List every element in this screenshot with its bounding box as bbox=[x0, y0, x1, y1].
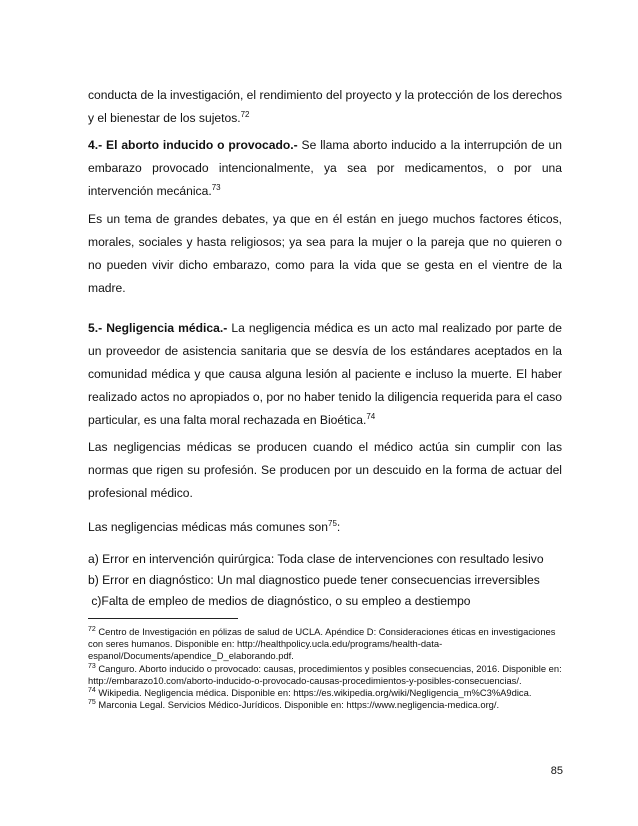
footnote-ref: 72 bbox=[240, 109, 250, 119]
paragraph-debate bbox=[88, 208, 562, 300]
section-4 bbox=[88, 134, 562, 203]
footnote-number: 75 bbox=[88, 699, 96, 707]
paragraph-intro bbox=[88, 84, 562, 130]
paragraph-list-intro bbox=[88, 516, 562, 539]
punctuation: : bbox=[336, 520, 341, 534]
footnote-text: Centro de Investigación en pólizas de salud de UCLA. Apéndice D: Consideraciones éticas en investigaciones con seres humanos. Disponible en: http://healthpolicy.ucla.edu/programs/health-data-espanol/Documents/apendice_D_elaborando.pdf. bbox=[88, 626, 556, 662]
paragraph-text: conducta de la investigación, el rendimiento del proyecto y la protección de los derechos y el bienestar de los sujetos. bbox=[88, 88, 562, 125]
footnote-ref: 73 bbox=[211, 182, 221, 192]
footnote-number: 73 bbox=[88, 662, 96, 670]
footnote-number: 74 bbox=[88, 686, 96, 694]
negligence-list bbox=[88, 549, 562, 612]
list-item: c)Falta de empleo de medios de diagnóstico, o su empleo a destiempo bbox=[88, 594, 471, 608]
list-item: b) Error en diagnóstico: Un mal diagnostico puede tener consecuencias irreversibles bbox=[88, 573, 540, 587]
footnote bbox=[88, 687, 562, 699]
list-item: a) Error en intervención quirúrgica: Toda clase de intervenciones con resultado lesivo bbox=[88, 552, 544, 566]
footnote bbox=[88, 663, 562, 687]
section-text: La negligencia médica es un acto mal realizado por parte de un proveedor de asistencia sanitaria que se desvía de los estándares aceptados en la comunidad médica y que causa alguna lesión al paciente e incluso la muerte. El haber realizado actos no apropiados o, por no haber tenido la diligencia requerida para el caso particular, es una falta moral rechazada en Bioética. bbox=[88, 321, 563, 427]
paragraph-text: Las negligencias médicas más comunes son bbox=[88, 520, 328, 534]
paragraph-negligencias bbox=[88, 436, 562, 505]
footnote-divider bbox=[88, 618, 238, 619]
section-heading: 5.- Negligencia médica.- bbox=[88, 321, 228, 335]
footnote-text: Wikipedia. Negligencia médica. Disponible en: https://es.wikipedia.org/wiki/Negligencia_m%C3%A9dica. bbox=[95, 687, 532, 699]
footnote-text: Canguro. Aborto inducido o provocado: causas, procedimientos y posibles consecuencias, 2016. Disponible en: http://embarazo10.com/aborto-inducido-o-provocado-causas-procedimientos-y-posibles-consecuencias/. bbox=[88, 662, 562, 686]
section-heading: 4.- El aborto inducido o provocado.- bbox=[88, 138, 298, 152]
section-5 bbox=[88, 317, 562, 432]
footnotes bbox=[88, 626, 562, 711]
footnote-ref: 74 bbox=[366, 411, 376, 421]
section-text: Se llama aborto inducido a la interrupción de un embarazo provocado intencionalmente, ya sea por medicamentos, o por una intervención mecánica. bbox=[88, 138, 562, 198]
footnote bbox=[88, 699, 562, 711]
footnote-number: 72 bbox=[88, 625, 96, 633]
footnote-text: Marconia Legal. Servicios Médico-Jurídicos. Disponible en: https://www.negligencia-medica.org/. bbox=[95, 699, 500, 711]
footnote-ref: 75 bbox=[328, 518, 337, 528]
footnote bbox=[88, 626, 562, 663]
paragraph-text: Es un tema de grandes debates, ya que en él están en juego muchos factores éticos, morales, sociales y hasta religiosos; ya sea para la mujer o la pareja que no quieren o no pueden vivir dicho embarazo, como para la vida que se gesta en el vientre de la madre. bbox=[88, 212, 562, 295]
page-number: 85 bbox=[550, 765, 563, 777]
paragraph-text: Las negligencias médicas se producen cuando el médico actúa sin cumplir con las normas que rigen su profesión. Se producen por un descuido en la forma de actuar del profesional médico. bbox=[88, 440, 562, 500]
